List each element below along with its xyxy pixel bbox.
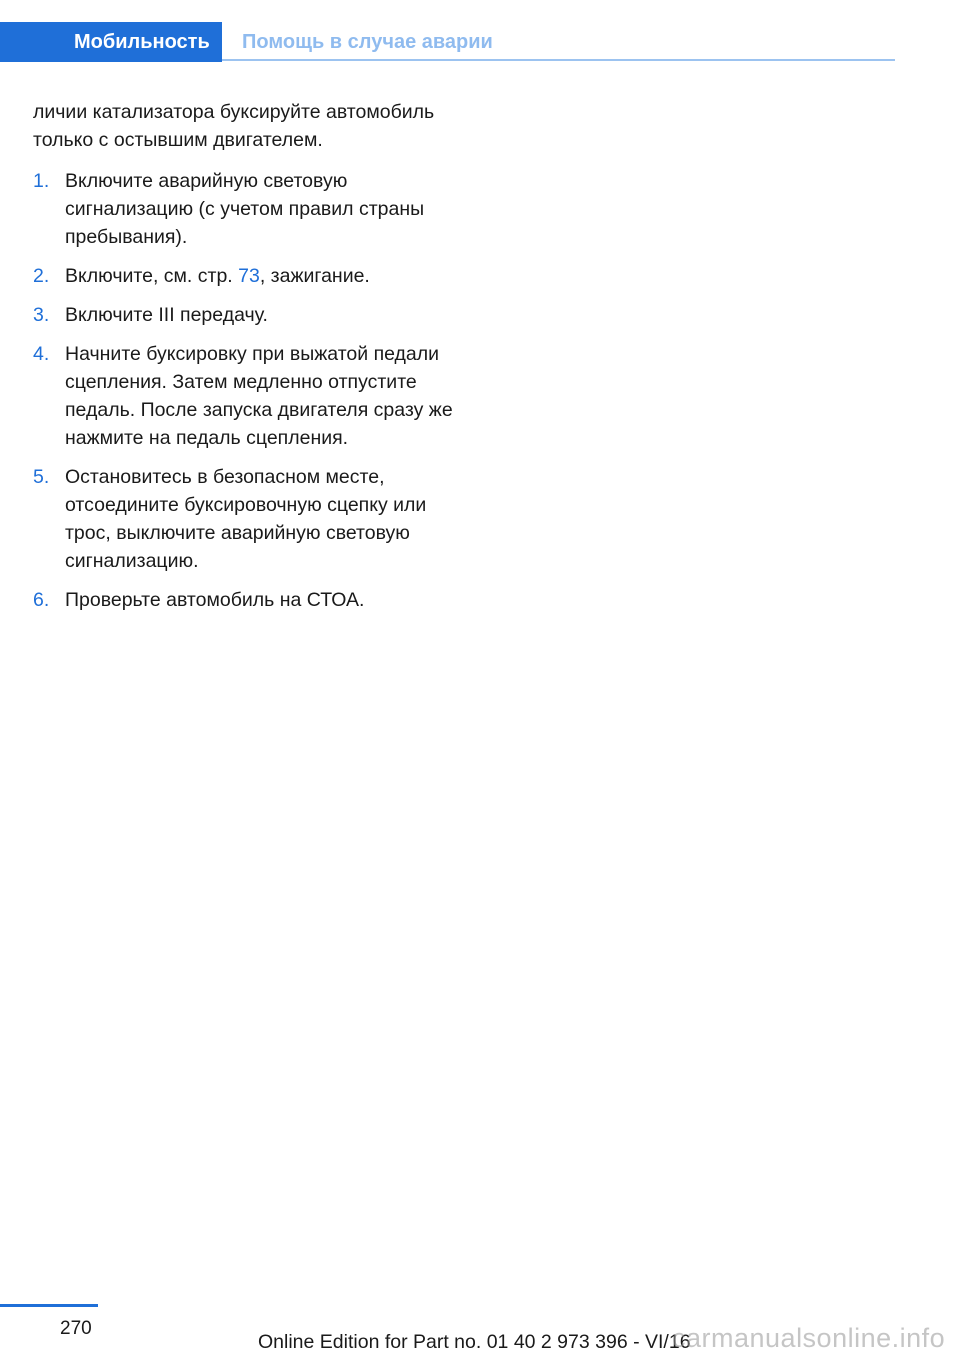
step-number: 5.	[33, 466, 50, 488]
page-number: 270	[60, 1318, 92, 1339]
step-text: Начните буксировку при выжатой педали сцепления. Затем медленно отпустите педаль. После запуска двигателя сразу же нажмите на педаль сцепления.	[65, 343, 453, 449]
section-tab: Мобильность	[0, 22, 222, 62]
step-number: 3.	[33, 304, 50, 326]
footer-divider	[0, 1304, 98, 1307]
step-number: 2.	[33, 265, 50, 287]
steps-list	[33, 167, 453, 614]
step-number: 4.	[33, 343, 50, 365]
step-item	[33, 340, 453, 452]
step-item	[33, 586, 453, 614]
step-text: Проверьте автомобиль на СТОА.	[65, 589, 365, 611]
step-number: 1.	[33, 170, 50, 192]
step-item	[33, 463, 453, 575]
step-item	[33, 167, 453, 251]
chapter-title: Помощь в случае аварии	[242, 31, 493, 53]
step-text: Остановитесь в безопасном месте, отсоедините буксировочную сцепку или трос, выключите аварийную световую сигнализацию.	[65, 466, 427, 572]
watermark: carmanualsonline.info	[672, 1323, 946, 1353]
edition-note: Online Edition for Part no. 01 40 2 973 396 - VI/16	[258, 1331, 691, 1353]
step-item	[33, 262, 453, 290]
page-reference-link[interactable]: 73	[238, 265, 260, 287]
step-item	[33, 301, 453, 329]
main-content	[33, 98, 453, 625]
header-divider	[222, 59, 895, 61]
step-text: Включите, см. стр.	[65, 265, 239, 287]
intro-paragraph: личии катализатора буксируйте автомобиль только с остывшим двигателем.	[33, 101, 435, 151]
step-text: Включите III передачу.	[65, 304, 268, 326]
step-text: Включите аварийную световую сигнализацию (с учетом правил страны пребывания).	[65, 170, 425, 248]
step-text-continued: , зажигание.	[259, 265, 370, 287]
step-number: 6.	[33, 589, 50, 611]
page-header	[0, 0, 895, 62]
